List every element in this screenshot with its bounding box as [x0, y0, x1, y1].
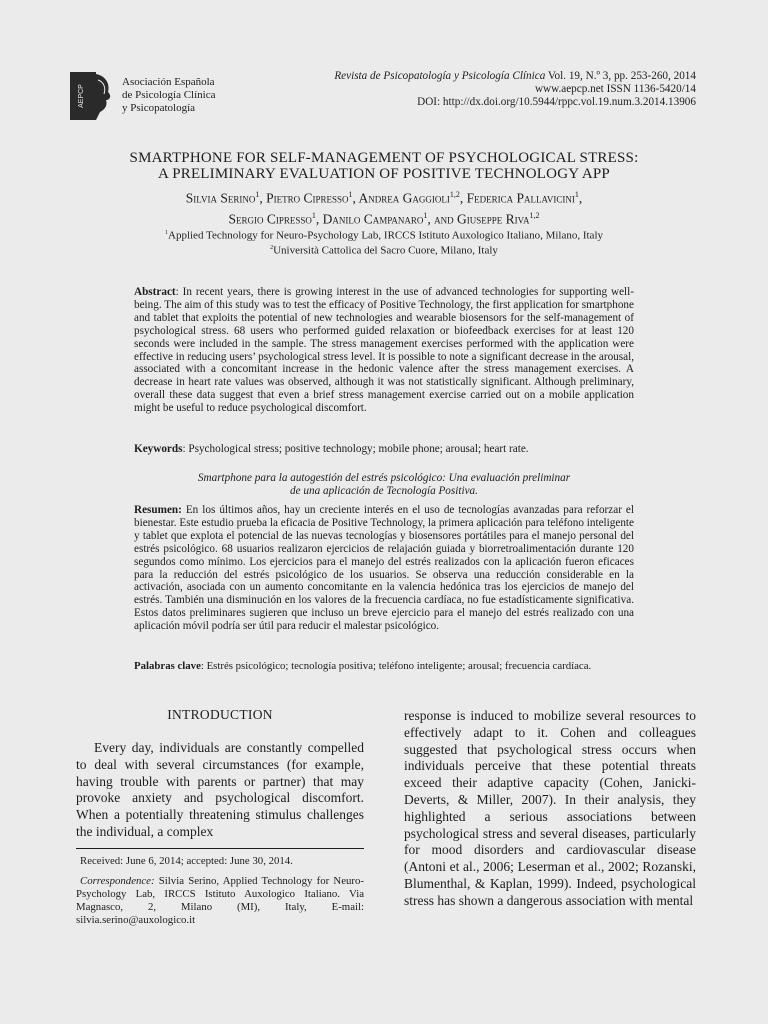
introduction-left-column: Every day, individuals are constantly compelled to deal with several circumstances (for example, having trouble with parents or partner) that may provoke anxiety and psychological discomfort. When a potentially threatening stimulus challenges the individual, a complex	[76, 740, 364, 839]
author-name: Federica Pallavicini	[466, 190, 575, 206]
author-line-1: Silvia Serino$^1$, Pietro Cipresso$^1$, Andrea Gaggioli$^{1,2}$, Federica Pallavicini$^1$,	[185, 190, 583, 206]
keywords-label: Keywords	[134, 443, 183, 455]
title-line-1: SMARTPHONE FOR SELF-MANAGEMENT OF PSYCHOLOGICAL STRESS:	[129, 150, 639, 166]
correspondence-text: Silvia Serino, Applied Technology for Neuro-Psychology Lab, IRCCS Istituto Auxologico Italiano. Via Magnasco, 2, Milano (MI), Italy, E-mail: silvia.serino@auxologico.it	[76, 875, 364, 926]
org-line-3: y Psicopatología	[122, 102, 196, 114]
palabras-clave	[134, 660, 634, 673]
journal-citation	[236, 70, 696, 83]
title-line-2: A PRELIMINARY EVALUATION OF POSITIVE TECHNOLOGY APP	[158, 166, 610, 182]
keywords	[134, 443, 634, 456]
author-affil-sup: 1	[311, 210, 316, 220]
author-separator: ,	[459, 190, 467, 206]
author-name: Giuseppe Riva	[457, 211, 530, 226]
palabras-clave-label: Palabras clave	[134, 660, 201, 672]
abstract-label: Abstract	[134, 286, 176, 298]
org-line-1: Asociación Española	[122, 76, 215, 88]
journal-volume: Vol. 19, N.º 3, pp. 253-260, 2014	[545, 70, 696, 82]
affiliation-text: Università Cattolica del Sacro Cuore, Milano, Italy	[273, 244, 498, 257]
author-name: Pietro Cipresso	[266, 190, 349, 206]
abstract	[134, 286, 634, 415]
abstract-text: : In recent years, there is growing interest in the use of advanced technologies for supporting well-being. The aim of this study was to test the efficacy of Positive Technology, the first application for smartphone and tablet that exploits the potential of new technologies and wearable biosensors for the self-management of psychological stress. 68 users who performed guided relaxation or biofeedback exercises for at least 120 seconds were included in the sample. The stress management exercises performed with the application were effective in reducing users’ psychological stress level. It is possible to note a significant decrease in the arousal, associated with a concomitant increase in the hedonic valence after the stress management exercises. A decrease in heart rate values was observed, although it was not statistically significant. Although preliminary, overall these data suggest that even a brief stress management exercise carried out on a mobile application might be useful to reduce psychological discomfort.	[134, 286, 634, 415]
journal-website: www.aepcp.net ISSN 1136-5420/14	[534, 83, 696, 96]
organization-name	[122, 76, 215, 115]
received-dates: Received: June 6, 2014; accepted: June 30, 2014.	[80, 855, 293, 867]
aepcp-logo-icon	[70, 72, 114, 120]
correspondence	[76, 875, 364, 927]
affiliations	[40, 227, 728, 257]
paper-title	[40, 150, 728, 182]
author-name: Andrea Gaggioli	[358, 190, 450, 206]
affiliation-sup: 2	[270, 245, 274, 252]
author-list	[40, 186, 728, 227]
affiliation-2	[40, 242, 728, 257]
author-name: Danilo Campanaro	[322, 211, 424, 226]
footnote	[76, 855, 364, 927]
affiliation-text: Applied Technology for Neuro-Psychology Lab, IRCCS Istituto Auxologico Italiano, Milano, Italy	[168, 229, 603, 242]
journal-logo	[70, 72, 114, 120]
journal-info	[236, 70, 696, 110]
resumen	[134, 504, 634, 633]
resumen-text: En los últimos años, hay un creciente interés en el uso de tecnologías avanzadas para reforzar el bienestar. Este estudio prueba la eficacia de Positive Technology, la primera aplicación para teléfono inteligente y tablet que explota el potencial de las nuevas tecnologías y biosensores portátiles para el manejo personal del estrés psicológico. 68 usuarios realizaron ejercicios de relajación guiada y biorretroalimentación durante 120 segundos como mínimo. Los ejercicios para el manejo del estrés realizados con la aplicación fueron eficaces para la reducción del estrés psicológico de los usuarios. Se observa una reducción considerable en la activación, asociada con un aumento concomitante en la valencia hedónica tras los ejercicios de manejo del estrés. También una disminución en los valores de la frecuencia cardíaca, no fue estadísticamente significativa. Estos datos preliminares sugieren que incluso un breve ejercicio para el manejo del estrés realizado con una aplicación móvil podría ser útil para reducir el malestar psicológico.	[134, 504, 634, 633]
keywords-text: : Psychological stress; positive technology; mobile phone; arousal; heart rate.	[182, 443, 529, 455]
author-separator: , and	[427, 211, 458, 226]
palabras-clave-text: : Estrés psicológico; tecnología positiva; teléfono inteligente; arousal; frecuencia cardíaca.	[200, 660, 592, 672]
author-name: Silvia Serino	[185, 190, 256, 206]
author-affil-sup: 1,2	[449, 190, 460, 199]
author-separator: ,	[315, 211, 323, 226]
correspondence-label: Correspondence:	[80, 875, 155, 887]
journal-name: Revista de Psicopatología y Psicología Clínica	[334, 70, 546, 82]
logo-text: AEPCP	[78, 84, 85, 108]
author-name: Sergio Cipresso	[228, 211, 312, 226]
spanish-title-line-2: de una aplicación de Tecnología Positiva.	[290, 485, 478, 497]
section-heading-introduction: INTRODUCTION	[167, 707, 273, 722]
affiliation-1	[40, 227, 728, 242]
author-affil-sup: 1	[348, 190, 353, 199]
author-line-2	[40, 207, 728, 228]
org-line-2: de Psicología Clínica	[122, 89, 216, 101]
author-affil-sup: 1	[423, 210, 428, 220]
journal-doi: DOI: http://dx.doi.org/10.5944/rppc.vol.19.num.3.2014.13906	[417, 96, 696, 109]
author-separator: ,	[352, 190, 359, 206]
spanish-title-line-1: Smartphone para la autogestión del estrés psicológico: Una evaluación preliminar	[197, 472, 571, 484]
author-affil-sup: 1	[574, 190, 579, 199]
spanish-title	[134, 472, 634, 498]
author-affil-sup: 1	[255, 190, 260, 199]
footnote-divider	[76, 848, 364, 849]
introduction-right-column: response is induced to mobilize several resources to effectively adapt to it. Cohen and colleagues suggested that psychological stress occurs when individuals perceive that these potential threats exceed their adaptive capacity (Cohen, Janicki-Deverts, & Miller, 2007). In their analysis, they highlighted a serious associations between psychological stress and several diseases, particularly for mood disorders and cardiovascular disease (Antoni et al., 2006; Leserman et al., 2002; Rozanski, Blumenthal, & Kaplan, 1999). Indeed, psychological stress has shown a dangerous association with mental	[404, 708, 696, 908]
author-separator: ,	[259, 190, 267, 206]
affiliation-sup: 1	[165, 230, 168, 236]
resumen-label: Resumen:	[134, 504, 182, 516]
author-affil-sup: 1,2	[529, 210, 540, 220]
